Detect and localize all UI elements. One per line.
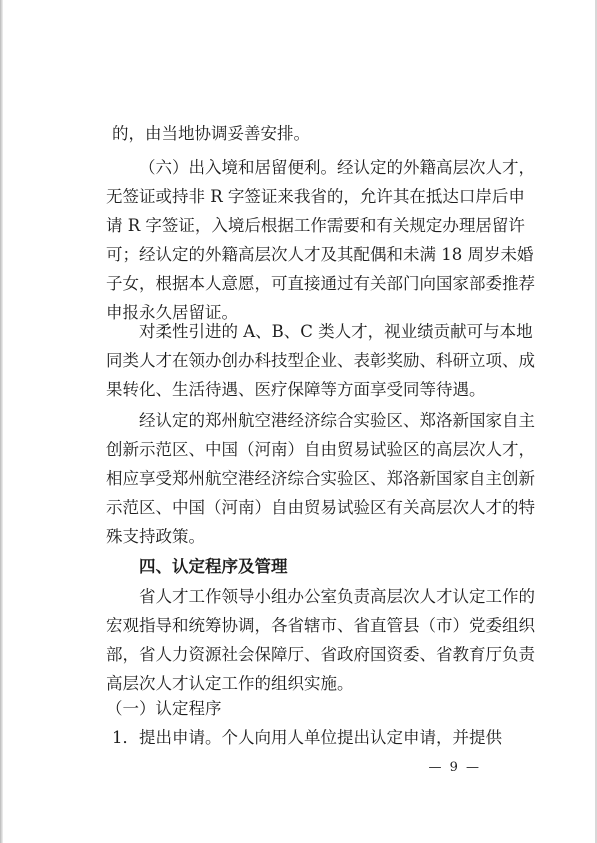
text-line: 部，省人力资源社会保障厅、省政府国资委、省教育厅负责 [106, 645, 535, 664]
text-line: 请 R 字签证，入境后根据工作需要和有关规定办理居留许 [106, 216, 525, 235]
text-line: 省人才工作领导小组办公室负责高层次人才认定工作的 [139, 587, 535, 606]
text-line: 对柔性引进的 A、B、C 类人才，视业绩贡献可与本地 [139, 322, 533, 341]
text-line: 子女，根据本人意愿，可直接通过有关部门向国家部委推荐 [106, 274, 535, 293]
text-line: 可；经认定的外籍高层次人才及其配偶和未满 18 周岁未婚 [106, 245, 534, 264]
section-heading: 四、认定程序及管理 [139, 557, 288, 576]
subsection-heading: （一）认定程序 [106, 699, 222, 718]
text-line: 果转化、生活待遇、医疗保障等方面享受同等待遇。 [106, 380, 486, 399]
text-line: （六）出入境和居留便利。经认定的外籍高层次人才， [139, 158, 535, 177]
text-line: 1．提出申请。个人向用人单位提出认定申请，并提供 [112, 728, 502, 747]
page-number: — 9 — [428, 760, 481, 775]
text-line: 殊支持政策。 [106, 527, 205, 546]
text-line: 示范区、中国（河南）自由贸易试验区有关高层次人才的特 [106, 498, 535, 517]
text-line: 同类人才在领办创办科技型企业、表彰奖励、科研立项、成 [106, 351, 535, 370]
text-line: 的，由当地协调妥善安排。 [112, 124, 310, 143]
text-line: 申报永久居留证。 [106, 303, 238, 322]
text-line: 高层次人才认定工作的组织实施。 [106, 674, 354, 693]
text-line: 无签证或持非 R 字签证来我省的，允许其在抵达口岸后申 [106, 187, 525, 206]
text-line: 相应享受郑州航空港经济综合实验区、郑洛新国家自主创新 [106, 469, 535, 488]
text-line: 经认定的郑州航空港经济综合实验区、郑洛新国家自主 [139, 411, 535, 430]
text-line: 创新示范区、中国（河南）自由贸易试验区的高层次人才， [106, 440, 535, 459]
text-line: 宏观指导和统筹协调，各省辖市、省直管县（市）党委组织 [106, 616, 535, 635]
